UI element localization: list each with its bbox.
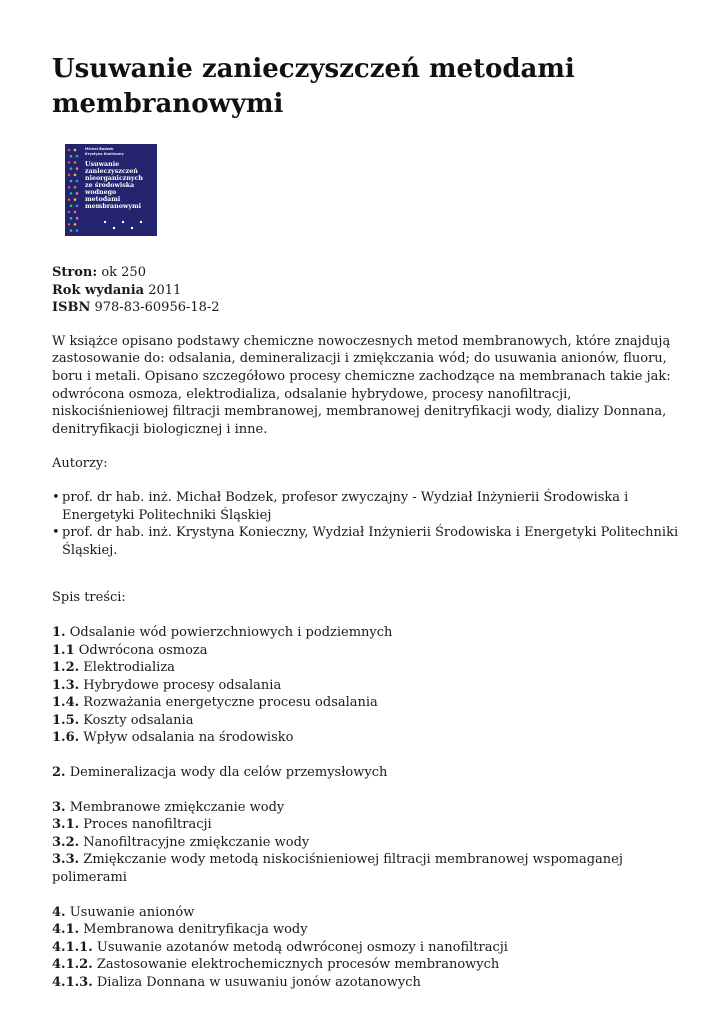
cover-dot: [68, 174, 71, 177]
toc-entry-number: 4.1.1.: [52, 939, 93, 955]
toc-entry: [52, 904, 682, 922]
cover-dot: [76, 192, 79, 195]
toc-entry: [52, 974, 682, 992]
cover-dot: [68, 149, 71, 152]
toc-entry: [52, 851, 682, 886]
toc-entry-text: Wpływ odsalania na środowisko: [83, 730, 294, 746]
book-cover-image: [65, 144, 157, 236]
toc-entry: [52, 956, 682, 974]
cover-dot: [140, 221, 142, 223]
cover-dot: [68, 211, 71, 214]
toc-entry-text: Elektrodializa: [83, 660, 175, 676]
toc-entry-number: 4.1.: [52, 922, 80, 938]
toc-entry-number: 1.6.: [52, 730, 80, 746]
meta-year-label: Rok wydania: [52, 282, 145, 298]
toc-entry-number: 1.3.: [52, 677, 80, 693]
toc-entry: [52, 921, 682, 939]
cover-title-line: membranowymi: [85, 203, 142, 210]
toc-entry-text: Membranowe zmiękczanie wody: [69, 799, 285, 815]
toc-section: [52, 624, 682, 747]
author-text: prof. dr hab. inż. Michał Bodzek, profesor zwyczajny - Wydział Inżynierii Środowiska i Energetyki Politechniki Śląskiej: [62, 489, 629, 523]
toc-entry-number: 3.3.: [52, 852, 80, 868]
toc-entry-text: Usuwanie anionów: [69, 904, 195, 920]
bullet-icon: •: [52, 489, 60, 505]
cover-dot: [113, 227, 115, 229]
toc-entry-text: Nanofiltracyjne zmiękczanie wody: [83, 834, 310, 850]
cover-dot: [74, 174, 77, 177]
toc-entry-text: Usuwanie azotanów metodą odwróconej osmozy i nanofiltracji: [96, 939, 508, 955]
toc-entry: [52, 939, 682, 957]
author-text: prof. dr hab. inż. Krystyna Konieczny, Wydział Inżynierii Środowiska i Energetyki Politechniki Śląskiej.: [62, 525, 679, 558]
cover-dot: [131, 227, 133, 229]
meta-year: [52, 282, 682, 300]
toc-entry: [52, 834, 682, 852]
toc-entry: [52, 659, 682, 677]
book-cover-art: [65, 144, 157, 236]
cover-dot: [74, 149, 77, 152]
cover-dot: [70, 205, 73, 208]
bullet-icon: •: [52, 525, 60, 541]
cover-dot: [76, 229, 79, 232]
cover-dot: [76, 167, 79, 170]
cover-author-2: Krystyna Konieczny: [85, 152, 124, 156]
cover-dot: [104, 221, 106, 223]
cover-title-line: metodami: [85, 196, 121, 203]
toc-entry-number: 4.1.2.: [52, 957, 93, 973]
book-description: W książce opisano podstawy chemiczne nowoczesnych metod membranowych, które znajdują zastosowanie do: odsalania, demineralizacji i zmiękczania wód; do usuwania anionów, fluoru, boru i metali. Opisano szczegółowo procesy chemiczne zachodzące na membranach takie jak: odwrócona osmoza, elektrodializa, odsalanie hybrydowe, procesy nanofiltracji, niskociśnieniowej filtracji membranowej, membranowej denitryfikacji wody, dializy Donnana, denitryfikacji biologicznej i inne.: [52, 333, 671, 437]
toc-entry-text: Proces nanofiltracji: [83, 817, 212, 833]
toc-entry: [52, 677, 682, 695]
cover-dot: [68, 223, 71, 226]
toc-entry: [52, 694, 682, 712]
cover-dot: [74, 198, 77, 201]
cover-dot: [74, 161, 77, 164]
cover-dot: [74, 211, 77, 214]
toc-entry: [52, 764, 682, 782]
toc-entry-text: Zastosowanie elektrochemicznych procesów membranowych: [96, 957, 500, 973]
cover-dot: [76, 217, 79, 220]
toc-entry: [52, 816, 682, 834]
cover-title-line: ze środowiska: [85, 182, 135, 189]
cover-title-line: Usuwanie: [85, 161, 120, 168]
toc-entry-text: Odwrócona osmoza: [78, 642, 208, 658]
main-content: [52, 264, 682, 992]
cover-dot: [74, 186, 77, 189]
toc-entry-number: 1.2.: [52, 660, 80, 676]
toc-entry-text: Zmiękczanie wody metodą niskociśnieniowej filtracji membranowej wspomaganej polimerami: [52, 852, 623, 886]
toc-label: Spis treści:: [52, 590, 126, 606]
toc-entry-number: 1.5.: [52, 712, 80, 728]
cover-dot: [68, 161, 71, 164]
cover-dot: [68, 198, 71, 201]
toc-entry-text: Rozważania energetyczne procesu odsalania: [83, 695, 378, 711]
authors-list: [52, 489, 682, 559]
toc-entry: [52, 642, 682, 660]
cover-dot: [70, 167, 73, 170]
toc-entry: [52, 799, 682, 817]
toc-entry-number: 4.: [52, 904, 66, 920]
toc-entry-number: 3.1.: [52, 817, 80, 833]
toc-section: [52, 799, 682, 887]
toc-entry-number: 3.2.: [52, 834, 80, 850]
cover-dot: [70, 229, 73, 232]
cover-title-line: zanieczyszczeń: [85, 168, 138, 175]
meta-pages-value: ok 250: [101, 265, 146, 280]
cover-dot: [122, 221, 124, 223]
toc-entry-number: 4.1.3.: [52, 975, 93, 990]
toc-entry-text: Koszty odsalania: [83, 712, 194, 728]
toc-entry-number: 1.4.: [52, 695, 80, 711]
cover-dot: [70, 180, 73, 183]
book-meta: [52, 264, 682, 317]
cover-dot: [76, 180, 79, 183]
toc-entry-text: Dializa Donnana w usuwaniu jonów azotanowych: [96, 975, 421, 990]
cover-dot: [76, 205, 79, 208]
meta-pages: [52, 264, 682, 282]
toc-entry-number: 3.: [52, 799, 66, 815]
toc-entry-text: Membranowa denitryfikacja wody: [83, 922, 308, 938]
table-of-contents: [52, 624, 682, 992]
cover-dot: [76, 155, 79, 158]
meta-isbn-value: 978-83-60956-18-2: [94, 300, 220, 316]
meta-pages-label: Stron:: [52, 265, 98, 280]
page-title: Usuwanie zanieczyszczeń metodami membranowymi: [52, 54, 575, 119]
cover-dot: [70, 192, 73, 195]
author-item: [52, 524, 682, 559]
toc-entry: [52, 624, 682, 642]
meta-isbn: [52, 299, 682, 317]
toc-entry-number: 1.1: [52, 642, 75, 658]
toc-section: [52, 764, 682, 782]
toc-entry-number: 1.: [52, 624, 66, 640]
author-item: [52, 489, 682, 524]
toc-entry: [52, 712, 682, 730]
cover-title-line: nieorganicznych: [85, 175, 144, 182]
cover-dot: [70, 155, 73, 158]
cover-dot: [70, 217, 73, 220]
cover-title-line: wodnego: [85, 189, 117, 196]
cover-author-1: Michał Bodzek: [85, 147, 114, 151]
authors-label: Autorzy:: [52, 456, 108, 472]
meta-year-value: 2011: [148, 282, 182, 298]
toc-entry-text: Hybrydowe procesy odsalania: [83, 677, 282, 693]
toc-section: [52, 904, 682, 992]
toc-entry: [52, 729, 682, 747]
toc-entry-text: Demineralizacja wody dla celów przemysłowych: [69, 765, 388, 781]
toc-entry-text: Odsalanie wód powierzchniowych i podziemnych: [69, 624, 393, 640]
cover-dot: [74, 223, 77, 226]
cover-dot: [68, 186, 71, 189]
toc-entry-number: 2.: [52, 765, 66, 781]
meta-isbn-label: ISBN: [52, 300, 91, 316]
